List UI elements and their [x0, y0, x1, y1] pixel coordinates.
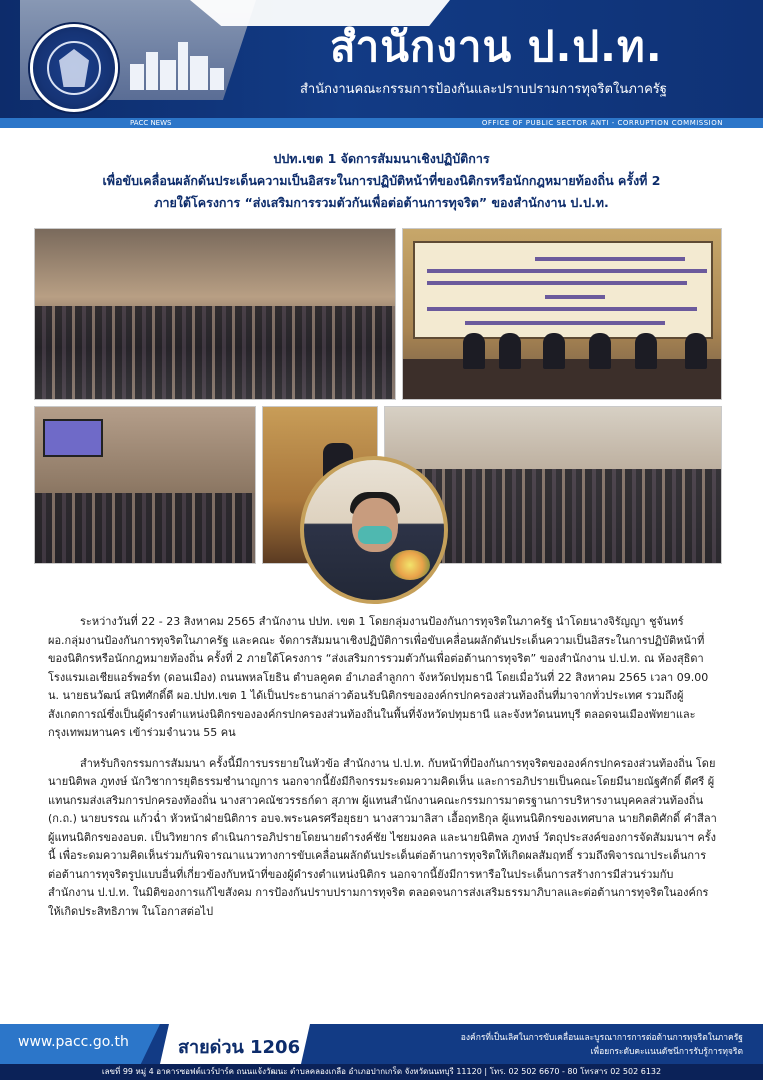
- website-link[interactable]: www.pacc.go.th: [18, 1034, 129, 1050]
- headline-line-2: เพื่อขับเคลื่อนผลักดันประเด็นความเป็นอิสระในการปฏิบัติหน้าที่ของนิติกรหรือนักกฎหมายท้องถิ่น ครั้งที่ 2: [102, 173, 661, 188]
- face-mask: [358, 526, 392, 544]
- article-paragraph-1: ระหว่างวันที่ 22 - 23 สิงหาคม 2565 สำนักงาน ปปท. เขต 1 โดยกลุ่มงานป้องกันการทุจริตในภาครัฐ นำโดยนางจิรัญญา ชูจันทร์ ผอ.กลุ่มงานป้องกันการทุจริตในภาครัฐ และคณะ จัดการสัมมนาเชิงปฏิบัติการเพื่อขับเคลื่อนผลักดันประเด็นความเป็นอิสระในการปฏิบัติหน้าที่ของนิติกรหรือนักกฎหมายท้องถิ่น ครั้งที่ 2 ภายใต้โครงการ “ส่งเสริมการรวมตัวกันเพื่อต่อต้านการทุจริต” ของสำนักงาน ป.ป.ท. ณ ห้องสุธิดา โรงแรมเอเชียแอร์พอร์ท (ดอนเมือง) ถนนพหลโยธิน ตำบลคูคต อำเภอลำลูกกา จังหวัดปทุมธานี โดยเมื่อวันที่ 22 สิงหาคม 2565 เวลา 09.00 น. นายธนวัฒน์ สนิทศักดิ์ดี ผอ.ปปท.เขต 1 ได้เป็นประธานกล่าวต้อนรับนิติกรขององค์กรปกครองส่วนท้องถิ่นที่มาจากทั่วประเทศ รวมถึงผู้สังเกตการณ์ซึ่งเป็นผู้ดำรงตำแหน่งนิติกรขององค์กรปกครองส่วนท้องถิ่นในพื้นที่จังหวัดปทุมธานี และจังหวัดนนทบุรี ตลอดจนเมืองพัทยาและกรุงเทพมหานคร เข้าร่วมจำนวน 55 คน: [48, 615, 709, 739]
- headline-line-1: ปปท.เขต 1 จัดการสัมมนาเชิงปฏิบัติการ: [273, 151, 490, 166]
- group-crowd: [35, 306, 395, 400]
- header-office-en: OFFICE OF PUBLIC SECTOR ANTI - CORRUPTION COMMISSION: [481, 119, 723, 127]
- pacc-seal-logo: [30, 24, 118, 112]
- flowers-icon: [390, 550, 430, 580]
- article-body: [48, 613, 718, 933]
- group-photo: [34, 228, 396, 400]
- monitor-icon: [43, 419, 103, 457]
- footer-org-line-1: องค์กรที่เป็นเลิศในการขับเคลื่อนและบูรณาการการต่อต้านการทุจริตในภาครัฐ: [460, 1033, 743, 1043]
- workshop-group-photo: [34, 406, 256, 564]
- panel-stage-photo: [402, 228, 722, 400]
- speaker-portrait: [300, 456, 448, 604]
- seminar-backdrop: [413, 241, 713, 339]
- header-title: สำนักงาน ป.ป.ท.: [330, 22, 663, 71]
- footer: [0, 1024, 763, 1080]
- header-subtitle: สำนักงานคณะกรรมการป้องกันและปราบปรามการทุจริตในภาครัฐ: [300, 82, 667, 97]
- footer-address: เลขที่ 99 หมู่ 4 อาคารซอฟต์แวร์ปาร์ค ถนนแจ้งวัฒนะ ตำบลคลองเกลือ อำเภอปากเกร็ด จังหวัดนนทบุรี 11120 | โทร. 02 502 6670 - 80 โทรสาร 02 502 6132: [0, 1064, 763, 1080]
- buildings-icon: [130, 40, 230, 90]
- header-banner: [0, 0, 763, 128]
- hotline-number: สายด่วน 1206: [178, 1037, 301, 1058]
- news-headline: [40, 148, 723, 214]
- headline-line-3: ภายใต้โครงการ “ส่งเสริมการรวมตัวกันเพื่อต่อต้านการทุจริต” ของสำนักงาน ป.ป.ท.: [154, 195, 609, 210]
- header-tagline: PACC NEWS: [130, 119, 172, 127]
- footer-org-line-2: เพื่อยกระดับคะแนนดัชนีการรับรู้การทุจริต: [590, 1047, 743, 1057]
- article-paragraph-2: สำหรับกิจกรรมการสัมมนา ครั้งนี้มีการบรรยายในหัวข้อ สำนักงาน ป.ป.ท. กับหน้าที่ป้องกันการทุจริตขององค์กรปกครองส่วนท้องถิ่น โดยนายนิติพล ภูทงษ์ นักวิชาการยุติธรรมชำนาญการ นอกจากนี้ยังมีกิจกรรมระดมความคิดเห็น และการอภิปรายเป็นคณะโดยมีนายณัฐศักดิ์ ดีศรี ผู้แทนกรมส่งเสริมการปกครองท้องถิ่น นางสาวคณัชวรรธก์ดา สุภาพ ผู้แทนสำนักงานคณะกรรมการมาตรฐานการบริหารงานบุคคลส่วนท้องถิ่น (ก.ถ.) นายบรรณ แก้วฉ่ำ หัวหน้าฝ่ายนิติการ อบจ.พระนครศรีอยุธยา นางสาวมาลิสา เอื้อฤทธิกุล ผู้แทนนิติกรของเทศบาล นายกิตติศักดิ์ คำสีลา ผู้แทนนิติกรของอบต. เป็นวิทยากร ดำเนินการอภิปรายโดยนายดำรงค์ชัย ไชยมงคล และนายนิติพล ภูทงษ์ วัตถุประสงค์ของการจัดสัมมนาฯ ครั้งนี้ เพื่อระดมความคิดเห็นร่วมกันพิจารณาแนวทางการขับเคลื่อนผลักดันประเด็นต่อต้านการทุจริตให้เกิดผลสัมฤทธิ์ รวมถึงพิจารณาประเด็นการต่อต้านการทุจริตรูปแบบอื่นที่เกี่ยวข้องกับหน้าที่ของผู้ดำรงตำแหน่งนิติกร นอกจากนี้ยังมีการหารือในประเด็นการสร้างการมีส่วนร่วมกับสำนักงาน ป.ป.ท. ในมิติของการแก้ไขสังคม การป้องกันปราบปรามการทุจริต ตลอดจนการส่งเสริมธรรมาภิบาลและต่อต้านการทุจริตในองค์กรให้เกิดประสิทธิภาพ ในโอกาสต่อไป: [48, 756, 717, 918]
